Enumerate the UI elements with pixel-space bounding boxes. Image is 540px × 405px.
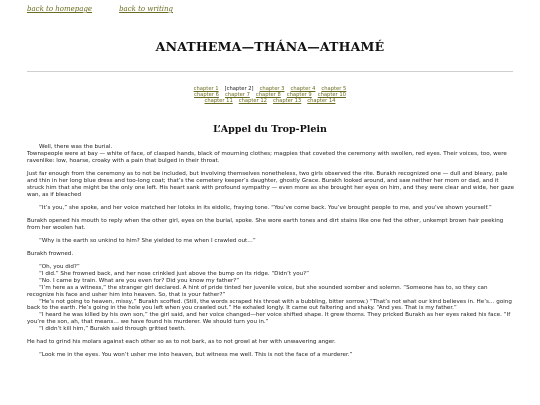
dialogue-line: “He’s not going to heaven, missy,” Burakh scoffed. (Still, the words scraped his throat with a bubbling, bitter sorrow.) “That’s not what our kind believes in. He’s… going back to the earth. He’s going in the hole you left when you crawled out.” He exhaled longly. It came out faltering and shaky. “And yes. That is my father.” bbox=[27, 298, 512, 312]
dialogue-line: “Oh, you did?” bbox=[39, 264, 80, 270]
dialogue-line: “I did.” She frowned back, and her nose crinkled just above the bump on its ridge. “Didn’t you?” bbox=[39, 270, 310, 277]
story-paragraph: “Look me in the eyes. You won’t usher me into heaven, but witness me well. This is not the face of a murderer.” bbox=[39, 352, 353, 359]
chapter-3-link[interactable]: chapter 3 bbox=[259, 86, 285, 92]
dialogue-line: “I heard he was killed by his own son,” the girl said, and her voice changed—her voice shifted shape. It grew thorns. They pricked Burakh as her eyes raked his face. “If you’re the son, ah, that means… we have found his murderer. We should turn you in.” bbox=[27, 312, 511, 326]
story-body bbox=[27, 144, 515, 365]
chapter-title: L’Appel du Trop-Plein bbox=[213, 124, 327, 135]
back-to-homepage-link[interactable]: back to homepage bbox=[27, 5, 93, 13]
chapter-6-link[interactable]: chapter 6 bbox=[194, 92, 219, 99]
chapter-8-link[interactable]: chapter 8 bbox=[255, 92, 281, 99]
chapter-7-link[interactable]: chapter 7 bbox=[224, 92, 250, 99]
story-paragraph: Burakh opened his mouth to reply when the other girl, eyes on the burial, spoke. She wore earth tones and dirt stains like one fed the other, unkempt brown hair peeking from her woolen hat. bbox=[27, 217, 504, 231]
story-paragraph bbox=[27, 144, 515, 165]
chapter-4-link[interactable]: chapter 4 bbox=[290, 86, 316, 92]
story-paragraph: Burakh frowned. bbox=[27, 250, 74, 257]
dialogue-block bbox=[27, 264, 515, 333]
current-chapter-label: [chapter 2] bbox=[224, 86, 254, 92]
story-paragraph: Just far enough from the ceremony as to not be included, but involving themselves nonetheless, two girls observed the rite. Burakh recognized one — dull and bleary, pale and thin in her long blue dress and too-long coat; that’s the cemetery keeper’s daughter, ghostly Grace. Burakh looked around, and saw neither her mom or dad, and it struck him that she might be the only one left. His heart sank with profound sympathy — even more as she brought her eyes on him, and they were clear and wide, her gaze wan, as if bleached bbox=[27, 170, 515, 198]
dialogue-line: “I’m here as a witness,” the stranger girl declared. A hint of pride tinted her juvenile voice, but she sounded somber and solemn. “Someone has to, so they can recognize his face and usher him into heaven. So, that is your father?” bbox=[27, 284, 488, 298]
back-to-writing-link[interactable]: back to writing bbox=[119, 5, 173, 13]
dialogue-line: “No. I came by train. What are you even for? Did you know my father?” bbox=[39, 277, 240, 284]
dialogue-line: “I didn’t kill him,” Burakh said through gritted teeth. bbox=[39, 326, 186, 333]
page-title: ANATHEMA—THÁNA—ATHAMÉ bbox=[155, 39, 385, 54]
title-divider bbox=[27, 71, 513, 72]
chapter-9-link[interactable]: chapter 9 bbox=[286, 92, 312, 99]
chapter-row-3 bbox=[0, 98, 540, 104]
chapter-13-link[interactable]: chapter 13 bbox=[273, 98, 302, 105]
top-navigation bbox=[27, 5, 200, 13]
story-paragraph: He had to grind his molars against each other so as to not bark, as to not growl at her with unwavering anger. bbox=[27, 339, 336, 346]
chapter-11-link[interactable]: chapter 11 bbox=[204, 98, 233, 105]
story-paragraph: “It’s you,” she spoke, and her voice matched her lotoks in its eidolic, fraying tone. “You’ve come back. You’ve brought people to me, and you’ve shown yourself.” bbox=[39, 204, 492, 211]
story-line-burial: Well, there was the burial. bbox=[39, 144, 113, 150]
chapter-navigation bbox=[0, 86, 540, 105]
chapter-14-link[interactable]: chapter 14 bbox=[307, 98, 336, 105]
chapter-1-link[interactable]: chapter 1 bbox=[193, 86, 219, 92]
chapter-10-link[interactable]: chapter 10 bbox=[317, 92, 346, 99]
chapter-12-link[interactable]: chapter 12 bbox=[238, 98, 267, 105]
chapter-5-link[interactable]: chapter 5 bbox=[321, 86, 347, 92]
story-paragraph: “Why is the earth so unkind to him? She yielded to me when I crawled out…” bbox=[39, 237, 256, 244]
story-line-townspeople: Townspeople were at bay — white of face, of clasped hands, black of mourning clothes; magpies that coveted the ceremony with swollen, red eyes. Their voices, too, were ravenlike: low, hoarse, croaky with a pain that bulged in their throat. bbox=[27, 150, 507, 164]
